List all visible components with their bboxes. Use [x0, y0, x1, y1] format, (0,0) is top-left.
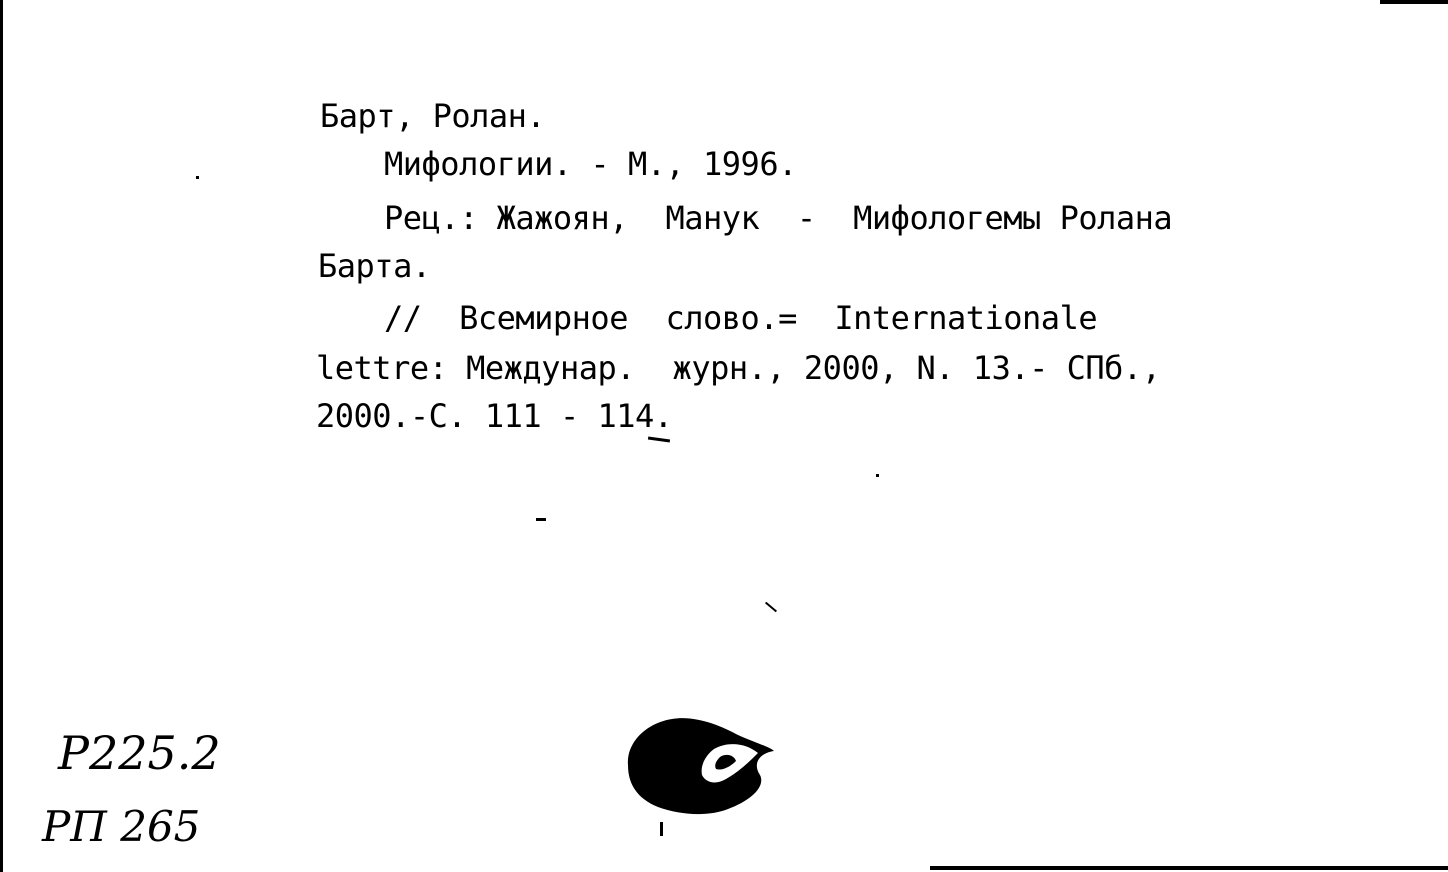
source-line-3: 2000.-С. 111 - 114. [316, 397, 673, 435]
speck [660, 822, 663, 836]
ink-blot [610, 705, 790, 825]
source-line-2: lettre: Междунар. журн., 2000, N. 13.- СПб., [316, 349, 1161, 387]
speck [876, 474, 879, 477]
card-top-edge [1380, 0, 1448, 4]
speck [765, 602, 777, 613]
speck [196, 176, 199, 179]
shelf-mark-1: Р225.2 [58, 726, 221, 780]
speck [536, 518, 546, 521]
source-line-1: // Всемирное слово.= Internationale [384, 299, 1098, 337]
card-bottom-edge [930, 866, 1448, 870]
speck [648, 436, 670, 442]
card-left-edge [0, 0, 3, 872]
book-title: Мифологии. - М., 1996. [384, 145, 797, 183]
review-line-2: Барта. [318, 247, 431, 285]
shelf-mark-2: РП 265 [42, 802, 201, 851]
author-heading: Барт, Ролан. [320, 97, 546, 135]
review-line-1: Рец.: Жажоян, Манук - Мифологемы Ролана [384, 199, 1173, 237]
